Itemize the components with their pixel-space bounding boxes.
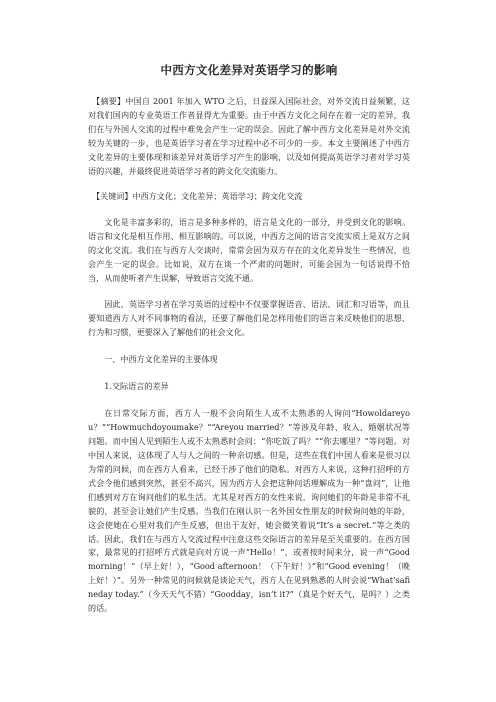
paragraph-intro: 文化是丰富多彩的，语言是多种多样的，语言是文化的一部分，并受到文化的影响。语言和文化是相互作用、相互影响的。可以说，中西方之间的语言交流实质上是双方之间的文化交流。我们在与西方人交谈时，常常会因为双方存在的文化差异发生一些情况，也会产生一定的误会。比如说，双方在谈一个严肃的问题时，可能会因为一句话说得不恰当，从而使听者产生误解，导致语言交流不通。	[88, 217, 410, 283]
abstract-label: 【摘要】	[92, 96, 126, 106]
abstract-text: 中国自 2001 年加入 WTO 之后，日益深入国际社会，对外交流日益频繁，这对我们国内的专业英语工作者显得尤为重要。由于中西方文化之间存在着一定的差异，我们在与外国人交流的过程中难免会产生一定的误会。因此了解中西方文化差异是对外交流较为关键的一步，也是英语学习者在学习过程中必不可少的一步。本文主要阐述了中西方文化差异的主要体现和该差异对英语学习产生的影响，以及如何提高英语学习者对学习英语的兴趣，并最终促进英语学习者的跨文化交流能力。	[88, 96, 410, 176]
document-page	[88, 62, 410, 616]
document-title: 中西方文化差异对英语学习的影响	[160, 63, 338, 77]
keywords-text: 中西方文化；文化差异；英语学习；跨文化交流	[132, 191, 303, 202]
paragraph-communication: 在日常交际方面，西方人一般不会向陌生人或不太熟悉的人询问“Howoldareyou？”“Howmuchdoyoumake？”“Areyou married？”等涉及年龄、收入、婚姻状况等问题。而中国人见到陌生人或不太熟悉时会问：“你吃饭了吗？”“你去哪里？”等问题。对中国人来说，这体现了人与人之间的一种亲切感。但是，这些在我们中国人看来是很习以为常的问候，而在西方人看来，已经干涉了他们的隐私。对西方人来说，这种打招呼的方式会令他们感到突然，甚至不高兴，因为西方人会把这种问话理解成为一种“盘问”，让他们感到对方在询问他们的私生活。尤其是对西方的女性来说，询问她们的年龄是非常不礼貌的，甚至会让她们产生反感。当我们在刚认识一名外国女性朋友的时候询问她的年龄，这会使她在心里对我们产生反感，但出于友好，她会微笑着说“It’s a secret.”等之类的话。因此，我们在与西方人交流过程中注意这些交际语言的差异是至关重要的。在西方国家，最常见的打招呼方式就是向对方说一声“Hello！”，或者按时间来分，说一声“Good morning！”（早上好！），“Good afternoon！（下午好！）”和“Good evening！（晚上好！）”。另外一种常见的问候就是谈论天气，西方人在见到熟悉的人时会说“What’safineday today.”（今天天气不错）“Goodday，isn’t it?”（真是个好天气，是吗？）之类的话。	[88, 408, 410, 614]
abstract	[88, 95, 410, 178]
section-heading: 一、中西方文化差异的主要体现	[104, 353, 218, 364]
paragraph-reason: 因此，英语学习者在学习英语的过程中不仅要掌握语音、语法、词汇和习语等，而且要知道西方人对不同事物的看法，还要了解他们是怎样用他们的语言来反映他们的思想、行为和习惯，更要深入了解他们的社会文化。	[88, 298, 410, 337]
keywords-label: 【关键词】	[92, 191, 133, 202]
keywords	[88, 190, 410, 204]
subsection-heading: 1.交际语言的差异	[104, 380, 169, 391]
